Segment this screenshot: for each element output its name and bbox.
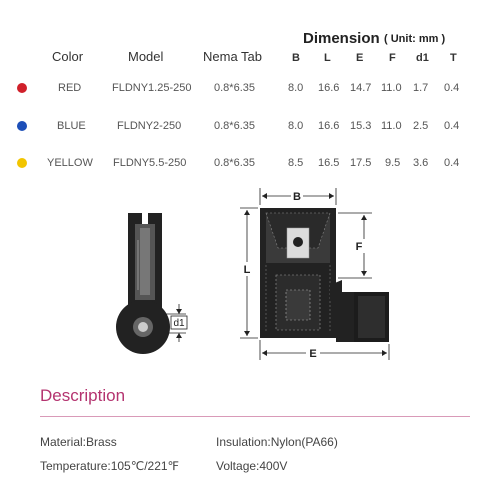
- cell-color: BLUE: [57, 120, 86, 132]
- header-dimension: Dimension: [303, 30, 380, 47]
- cell-dim-l: 16.5: [318, 157, 340, 169]
- cell-nema-tab: 0.8*6.35: [214, 157, 255, 169]
- dim-header-f: F: [389, 52, 396, 64]
- spec-insulation: Insulation:Nylon(PA66): [216, 435, 338, 449]
- dim-label-l: L: [243, 264, 251, 276]
- dim-header-t: T: [450, 52, 457, 64]
- description-title: Description: [40, 386, 126, 405]
- dim-header-l: L: [324, 52, 331, 64]
- cell-model: FLDNY1.25-250: [112, 82, 192, 94]
- cell-dim-d1: 2.5: [413, 120, 429, 132]
- cell-nema-tab: 0.8*6.35: [214, 120, 255, 132]
- cell-dim-f: 11.0: [381, 82, 402, 94]
- spec-material: Material:Brass: [40, 435, 117, 449]
- dim-label-b: B: [293, 191, 301, 203]
- cell-dim-b: 8.0: [288, 120, 304, 132]
- dim-label-e: E: [309, 348, 317, 360]
- header-color: Color: [52, 49, 84, 64]
- header-nema-tab: Nema Tab: [203, 49, 263, 64]
- cell-dim-b: 8.5: [288, 157, 304, 169]
- cell-dim-t: 0.4: [444, 157, 460, 169]
- cell-dim-d1: 1.7: [413, 82, 429, 94]
- cell-dim-b: 8.0: [288, 82, 304, 94]
- cell-color: YELLOW: [47, 157, 93, 169]
- cell-model: FLDNY5.5-250: [113, 157, 187, 169]
- dim-header-e: E: [356, 52, 364, 64]
- side-view: [116, 213, 187, 354]
- cell-dim-e: 15.3: [350, 120, 372, 132]
- cell-color: RED: [58, 82, 82, 94]
- header-unit: ( Unit: mm ): [384, 33, 446, 45]
- dim-header-b: B: [292, 52, 300, 64]
- cell-dim-l: 16.6: [318, 120, 340, 132]
- cell-dim-e: 17.5: [350, 157, 372, 169]
- spec-temperature: Temperature:105℃/221℉: [40, 459, 179, 473]
- cell-dim-d1: 3.6: [413, 157, 429, 169]
- cell-dim-t: 0.4: [444, 82, 460, 94]
- cell-dim-f: 11.0: [381, 120, 402, 132]
- dim-label-f: F: [355, 241, 363, 253]
- front-view: [240, 188, 389, 360]
- cell-model: FLDNY2-250: [117, 120, 182, 132]
- dim-label-d1: d1: [173, 318, 185, 329]
- dim-header-d1: d1: [416, 52, 429, 64]
- header-model: Model: [128, 49, 164, 64]
- description-divider: [40, 416, 470, 417]
- cell-dim-t: 0.4: [444, 120, 460, 132]
- cell-dim-l: 16.6: [318, 82, 340, 94]
- cell-dim-e: 14.7: [350, 82, 372, 94]
- cell-nema-tab: 0.8*6.35: [214, 82, 255, 94]
- spec-voltage: Voltage:400V: [216, 459, 288, 473]
- cell-dim-f: 9.5: [385, 157, 401, 169]
